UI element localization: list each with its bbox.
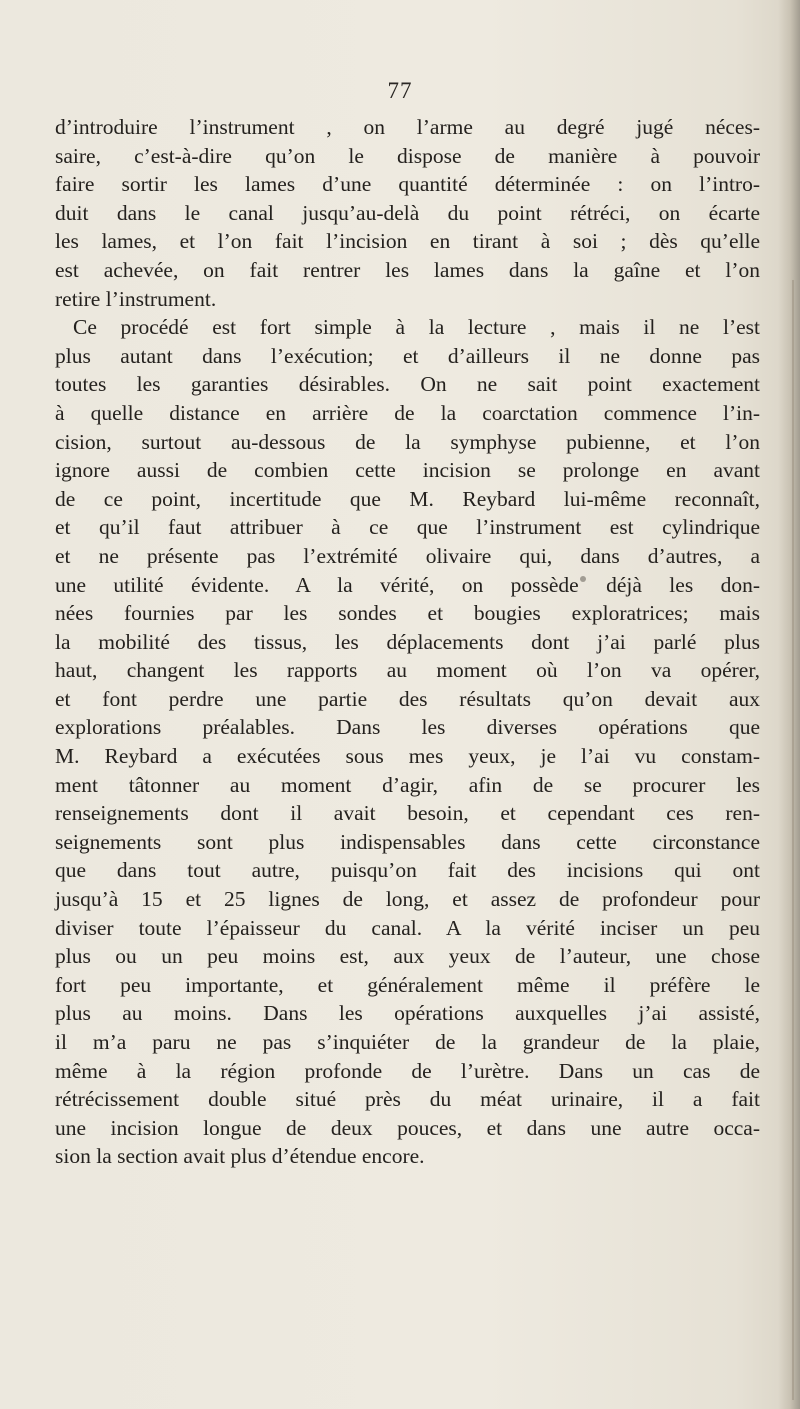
- text-line: diviser toute l’épaisseur du canal. A la vérité inciser un peu: [55, 915, 760, 940]
- text-line: même à la région profonde de l’urètre. Dans un cas de: [55, 1058, 760, 1083]
- text-line: à quelle distance en arrière de la coarctation commence l’in-: [55, 400, 760, 425]
- text-line: rétrécissement double situé près du méat urinaire, il a fait: [55, 1087, 760, 1112]
- text-line: et ne présente pas l’extrémité olivaire qui, dans d’autres, a: [55, 543, 760, 568]
- text-line: jusqu’à 15 et 25 lignes de long, et assez de profondeur pour: [55, 887, 760, 912]
- paragraph-start-line: Ce procédé est fort simple à la lecture , mais il ne l’est: [73, 315, 760, 340]
- text-line: et font perdre une partie des résultats qu’on devait aux: [55, 686, 760, 711]
- text-line: de ce point, incertitude que M. Reybard lui-même reconnaît,: [55, 486, 760, 511]
- text-line: retire l’instrument.: [55, 286, 217, 311]
- text-line: fort peu importante, et généralement même il préfère le: [55, 972, 760, 997]
- text-line: duit dans le canal jusqu’au-delà du point rétréci, on écarte: [55, 200, 760, 225]
- text-line: cision, surtout au-dessous de la symphyse pubienne, et l’on: [55, 429, 760, 454]
- text-line: est achevée, on fait rentrer les lames dans la gaîne et l’on: [55, 257, 760, 282]
- text-line: sion la section avait plus d’étendue encore.: [55, 1144, 425, 1169]
- text-line: M. Reybard a exécutées sous mes yeux, je l’ai vu constam-: [55, 744, 760, 769]
- text-line: faire sortir les lames d’une quantité déterminée : on l’intro-: [55, 172, 760, 197]
- page-edge-shadow: [778, 0, 800, 1409]
- text-line: haut, changent les rapports au moment où l’on va opérer,: [55, 658, 760, 683]
- text-line: seignements sont plus indispensables dans cette circonstance: [55, 829, 760, 854]
- text-line: et qu’il faut attribuer à ce que l’instrument est cylindrique: [55, 515, 760, 540]
- text-line: ignore aussi de combien cette incision se prolonge en avant: [55, 458, 760, 483]
- text-line: que dans tout autre, puisqu’on fait des incisions qui ont: [55, 858, 760, 883]
- text-line: explorations préalables. Dans les diverses opérations que: [55, 715, 760, 740]
- text-line: les lames, et l’on fait l’incision en tirant à soi ; dès qu’elle: [55, 229, 760, 254]
- text-line: toutes les garanties désirables. On ne sait point exactement: [55, 372, 760, 397]
- text-line: une utilité évidente. A la vérité, on possède déjà les don-: [55, 572, 760, 597]
- text-line: il m’a paru ne pas s’inquiéter de la grandeur de la plaie,: [55, 1030, 760, 1054]
- text-line: plus autant dans l’exécution; et d’ailleurs il ne donne pas: [55, 343, 760, 368]
- text-line: nées fournies par les sondes et bougies exploratrices; mais: [55, 601, 760, 626]
- text-line: saire, c’est-à-dire qu’on le dispose de manière à pouvoir: [55, 143, 760, 168]
- text-line: plus ou un peu moins est, aux yeux de l’auteur, une chose: [55, 944, 760, 969]
- text-line: d’introduire l’instrument , on l’arme au degré jugé néces-: [55, 115, 760, 139]
- page-number: 77: [387, 78, 413, 103]
- text-line: la mobilité des tissus, les déplacements dont j’ai parlé plus: [55, 629, 760, 654]
- body-text: [55, 113, 760, 1171]
- text-line: plus au moins. Dans les opérations auxquelles j’ai assisté,: [55, 1001, 760, 1026]
- text-line: renseignements dont il avait besoin, et cependant ces ren-: [55, 801, 760, 826]
- page-edge-line: [792, 280, 794, 1400]
- text-line: ment tâtonner au moment d’agir, afin de se procurer les: [55, 772, 760, 797]
- text-line: une incision longue de deux pouces, et dans une autre occa-: [55, 1115, 760, 1140]
